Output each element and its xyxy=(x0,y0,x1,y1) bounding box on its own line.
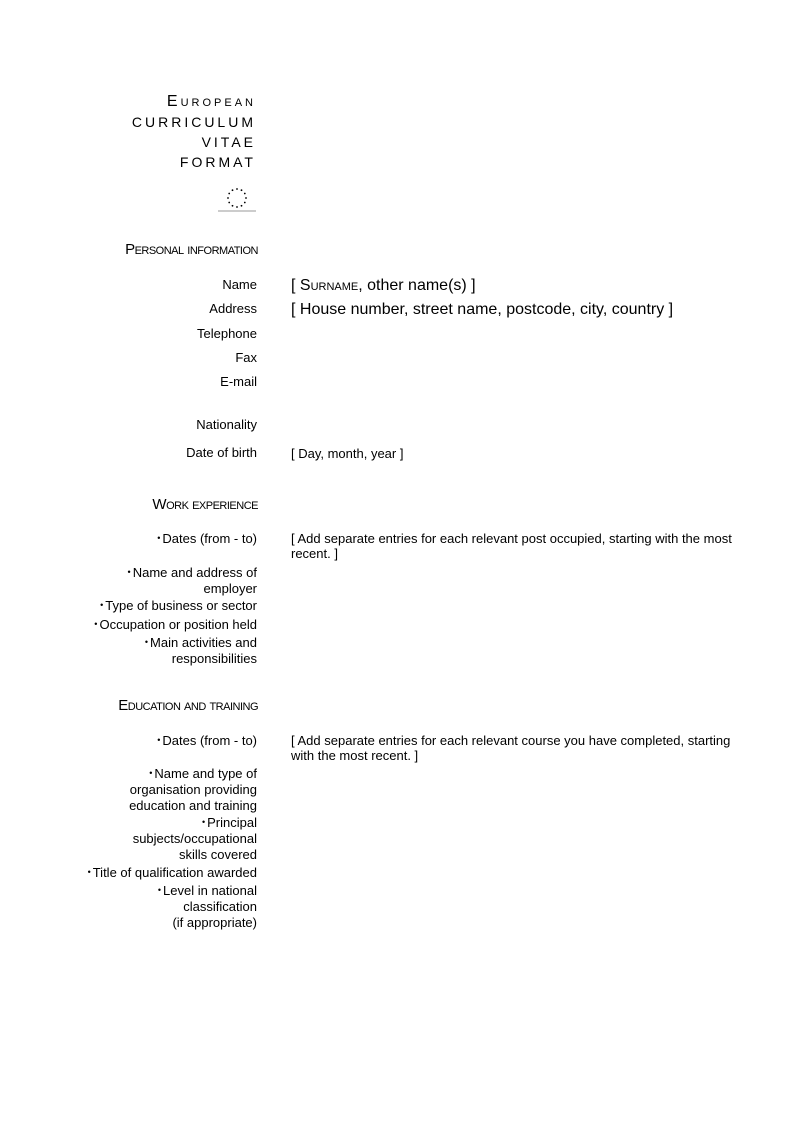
value-work-dates: [ Add separate entries for each relevant post occupied, starting with the most recent. ] xyxy=(291,531,732,561)
label-occupation: • Occupation or position held xyxy=(94,617,257,632)
label-edu-dates: • Dates (from - to) xyxy=(157,733,257,748)
header-line-format: FORMAT xyxy=(179,154,256,170)
label-level: • Level in national classification (if appropriate) xyxy=(157,883,257,930)
header-line-curriculum: CURRICULUM xyxy=(131,114,256,130)
label-address: Address xyxy=(209,301,257,316)
value-address: [ House number, street name, postcode, city, country ] xyxy=(291,301,674,318)
label-work-dates: • Dates (from - to) xyxy=(157,531,257,546)
section-title-personal: Personal information xyxy=(125,241,258,258)
label-telephone: Telephone xyxy=(197,326,257,341)
label-nationality: Nationality xyxy=(196,417,257,432)
label-name: Name xyxy=(222,277,257,292)
label-employer: • Name and address of employer xyxy=(127,565,257,596)
label-subjects: • Principal subjects/occupational skills covered xyxy=(132,815,257,862)
value-date-of-birth: [ Day, month, year ] xyxy=(291,446,404,461)
section-title-work: Work experience xyxy=(152,496,258,513)
section-title-education: Education and training xyxy=(118,697,258,714)
label-business-sector: • Type of business or sector xyxy=(100,598,257,613)
label-qualification: • Title of qualification awarded xyxy=(87,865,257,880)
eu-stars-icon xyxy=(218,186,256,212)
cv-header xyxy=(100,92,256,172)
label-fax: Fax xyxy=(235,350,257,365)
label-organisation: • Name and type of organisation providing education and training xyxy=(129,766,257,813)
header-line-european: European xyxy=(166,93,256,110)
label-email: E-mail xyxy=(220,374,257,389)
label-date-of-birth: Date of birth xyxy=(186,445,257,460)
value-name: [ Surname, other name(s) ] xyxy=(291,277,476,294)
header-line-vitae: VITAE xyxy=(201,134,256,150)
label-activities: • Main activities and responsibilities xyxy=(144,635,257,666)
value-edu-dates: [ Add separate entries for each relevant course you have completed, starting with the most recent. ] xyxy=(291,733,731,763)
